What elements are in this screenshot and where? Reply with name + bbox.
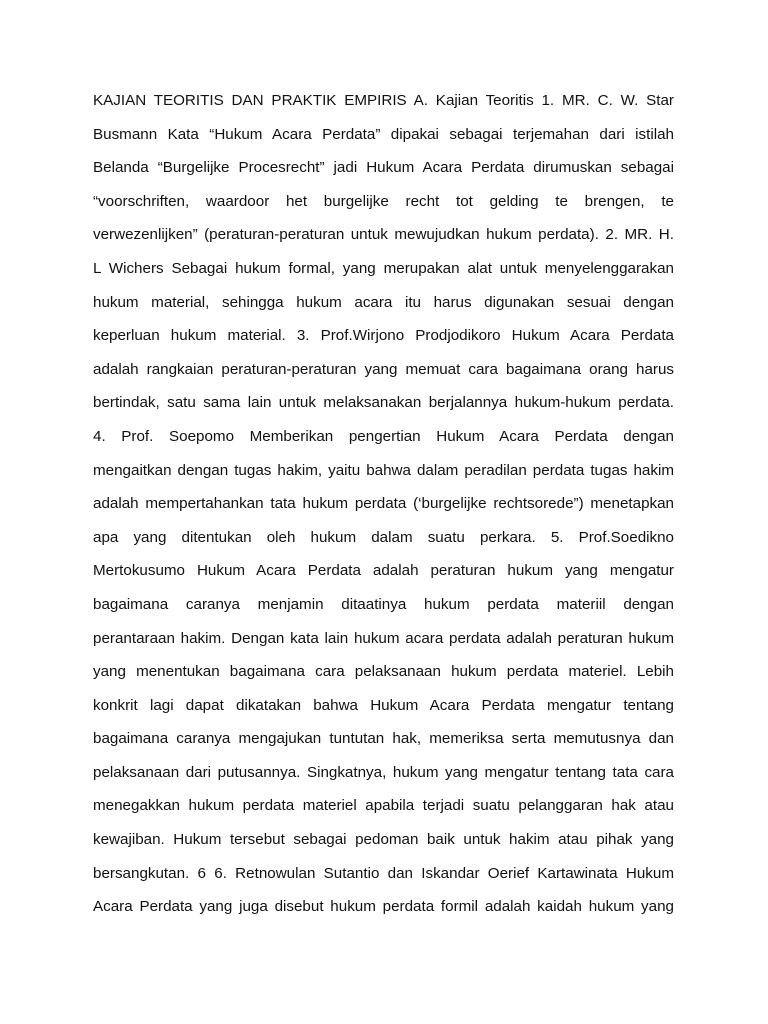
text-line: Mertokusumo Hukum Acara Perdata adalah peraturan hukum yang mengatur: [93, 562, 674, 580]
text-line: konkrit lagi dapat dikatakan bahwa Hukum Acara Perdata mengatur tentang: [93, 696, 674, 714]
text-line: bertindak, satu sama lain untuk melaksanakan berjalannya hukum-hukum perdata.: [93, 394, 674, 412]
text-line: perantaraan hakim. Dengan kata lain hukum acara perdata adalah peraturan hukum: [93, 629, 674, 647]
text-line: kewajiban. Hukum tersebut sebagai pedoman baik untuk hakim atau pihak yang: [93, 831, 674, 849]
text-line: adalah rangkaian peraturan-peraturan yang memuat cara bagaimana orang harus: [93, 360, 674, 378]
text-line: apa yang ditentukan oleh hukum dalam suatu perkara. 5. Prof.Soedikno: [93, 528, 674, 546]
text-line: Belanda “Burgelijke Procesrecht” jadi Hukum Acara Perdata dirumuskan sebagai: [93, 159, 674, 177]
text-line: Acara Perdata yang juga disebut hukum perdata formil adalah kaidah hukum yang: [93, 898, 674, 916]
text-line: yang menentukan bagaimana cara pelaksanaan hukum perdata materiel. Lebih: [93, 663, 674, 681]
text-line: 4. Prof. Soepomo Memberikan pengertian Hukum Acara Perdata dengan: [93, 427, 674, 445]
text-line: KAJIAN TEORITIS DAN PRAKTIK EMPIRIS A. Kajian Teoritis 1. MR. C. W. Star: [93, 92, 674, 109]
text-line: mengaitkan dengan tugas hakim, yaitu bahwa dalam peradilan perdata tugas hakim: [93, 461, 674, 479]
text-line: L Wichers Sebagai hukum formal, yang merupakan alat untuk menyelenggarakan: [93, 259, 674, 277]
text-line: keperluan hukum material. 3. Prof.Wirjono Prodjodikoro Hukum Acara Perdata: [93, 327, 674, 345]
text-line: bagaimana caranya menjamin ditaatinya hukum perdata materiil dengan: [93, 595, 674, 613]
text-line: Busmann Kata “Hukum Acara Perdata” dipakai sebagai terjemahan dari istilah: [93, 125, 674, 143]
text-line: adalah mempertahankan tata hukum perdata (‘burgelijke rechtsorede”) menetapkan: [93, 495, 674, 513]
text-line: bersangkutan. 6 6. Retnowulan Sutantio dan Iskandar Oerief Kartawinata Hukum: [93, 864, 674, 882]
text-line: bagaimana caranya mengajukan tuntutan hak, memeriksa serta memutusnya dan: [93, 730, 674, 748]
text-line: menegakkan hukum perdata materiel apabila terjadi suatu pelanggaran hak atau: [93, 797, 674, 815]
text-line: “voorschriften, waardoor het burgelijke recht tot gelding te brengen, te: [93, 192, 674, 210]
text-line: hukum material, sehingga hukum acara itu harus digunakan sesuai dengan: [93, 293, 674, 311]
text-line: pelaksanaan dari putusannya. Singkatnya, hukum yang mengatur tentang tata cara: [93, 763, 674, 781]
text-line: verwezenlijken” (peraturan-peraturan untuk mewujudkan hukum perdata). 2. MR. H.: [93, 226, 674, 244]
body-paragraph: [93, 84, 674, 924]
